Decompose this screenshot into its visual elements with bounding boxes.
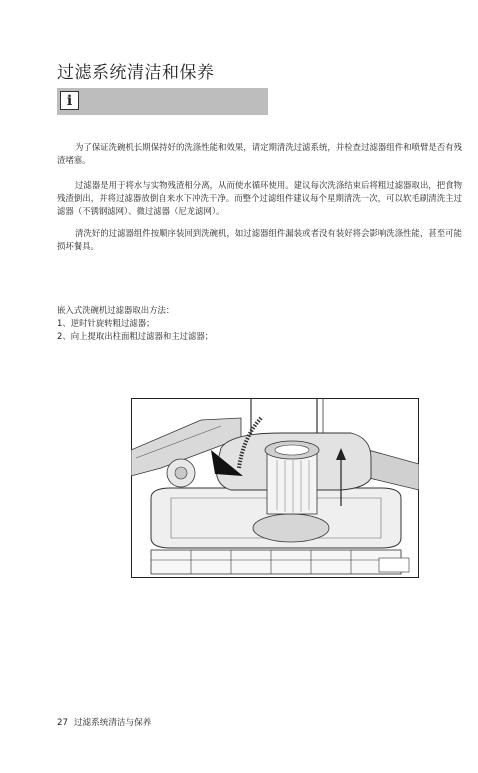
steps-heading: 嵌入式洗碗机过滤器取出方法：: [57, 305, 175, 315]
removal-steps: [57, 304, 213, 343]
footer-section: 过滤系统清洁与保养: [73, 718, 152, 728]
lower-rack: [151, 550, 401, 574]
paragraph-filter-cleaning: 过滤器是用于将水与实物残渣相分离，从而使水循环使用。建议每次洗涤结束后将粗过滤器取出，把食物残渣倒出，并将过滤器放倒自来水下冲洗干净。而整个过滤组件建议每个星期清洗一次，可以软毛刷清洗主过滤器（不锈钢滤网）、微过滤器（尼龙滤网）。: [57, 180, 462, 216]
page-title: 过滤系统清洁和保养: [57, 63, 215, 83]
info-icon: i: [60, 91, 79, 110]
step-item: 1、逆时针旋转粗过滤器；: [57, 318, 155, 328]
info-bar: [57, 88, 268, 115]
micro-filter: [253, 514, 329, 542]
paragraph-intro: 为了保证洗碗机长期保持好的洗涤性能和效果，请定期清洗过滤系统，并检查过滤器组件和喷臂是否有残渣堵塞。: [57, 142, 462, 165]
page-number: 27: [57, 718, 68, 728]
filter-removal-illustration: [131, 398, 419, 578]
coarse-filter: [267, 450, 317, 514]
page-footer: [57, 716, 151, 728]
step-item: 2、向上提取出柱面粗过滤器和主过滤器；: [57, 331, 214, 341]
paragraph-reinstall: 清洗好的过滤器组件按顺序装回到洗碗机，如过滤器组件漏装或者没有装好将会影响洗涤性能，甚至可能损坏餐具。: [57, 228, 462, 251]
